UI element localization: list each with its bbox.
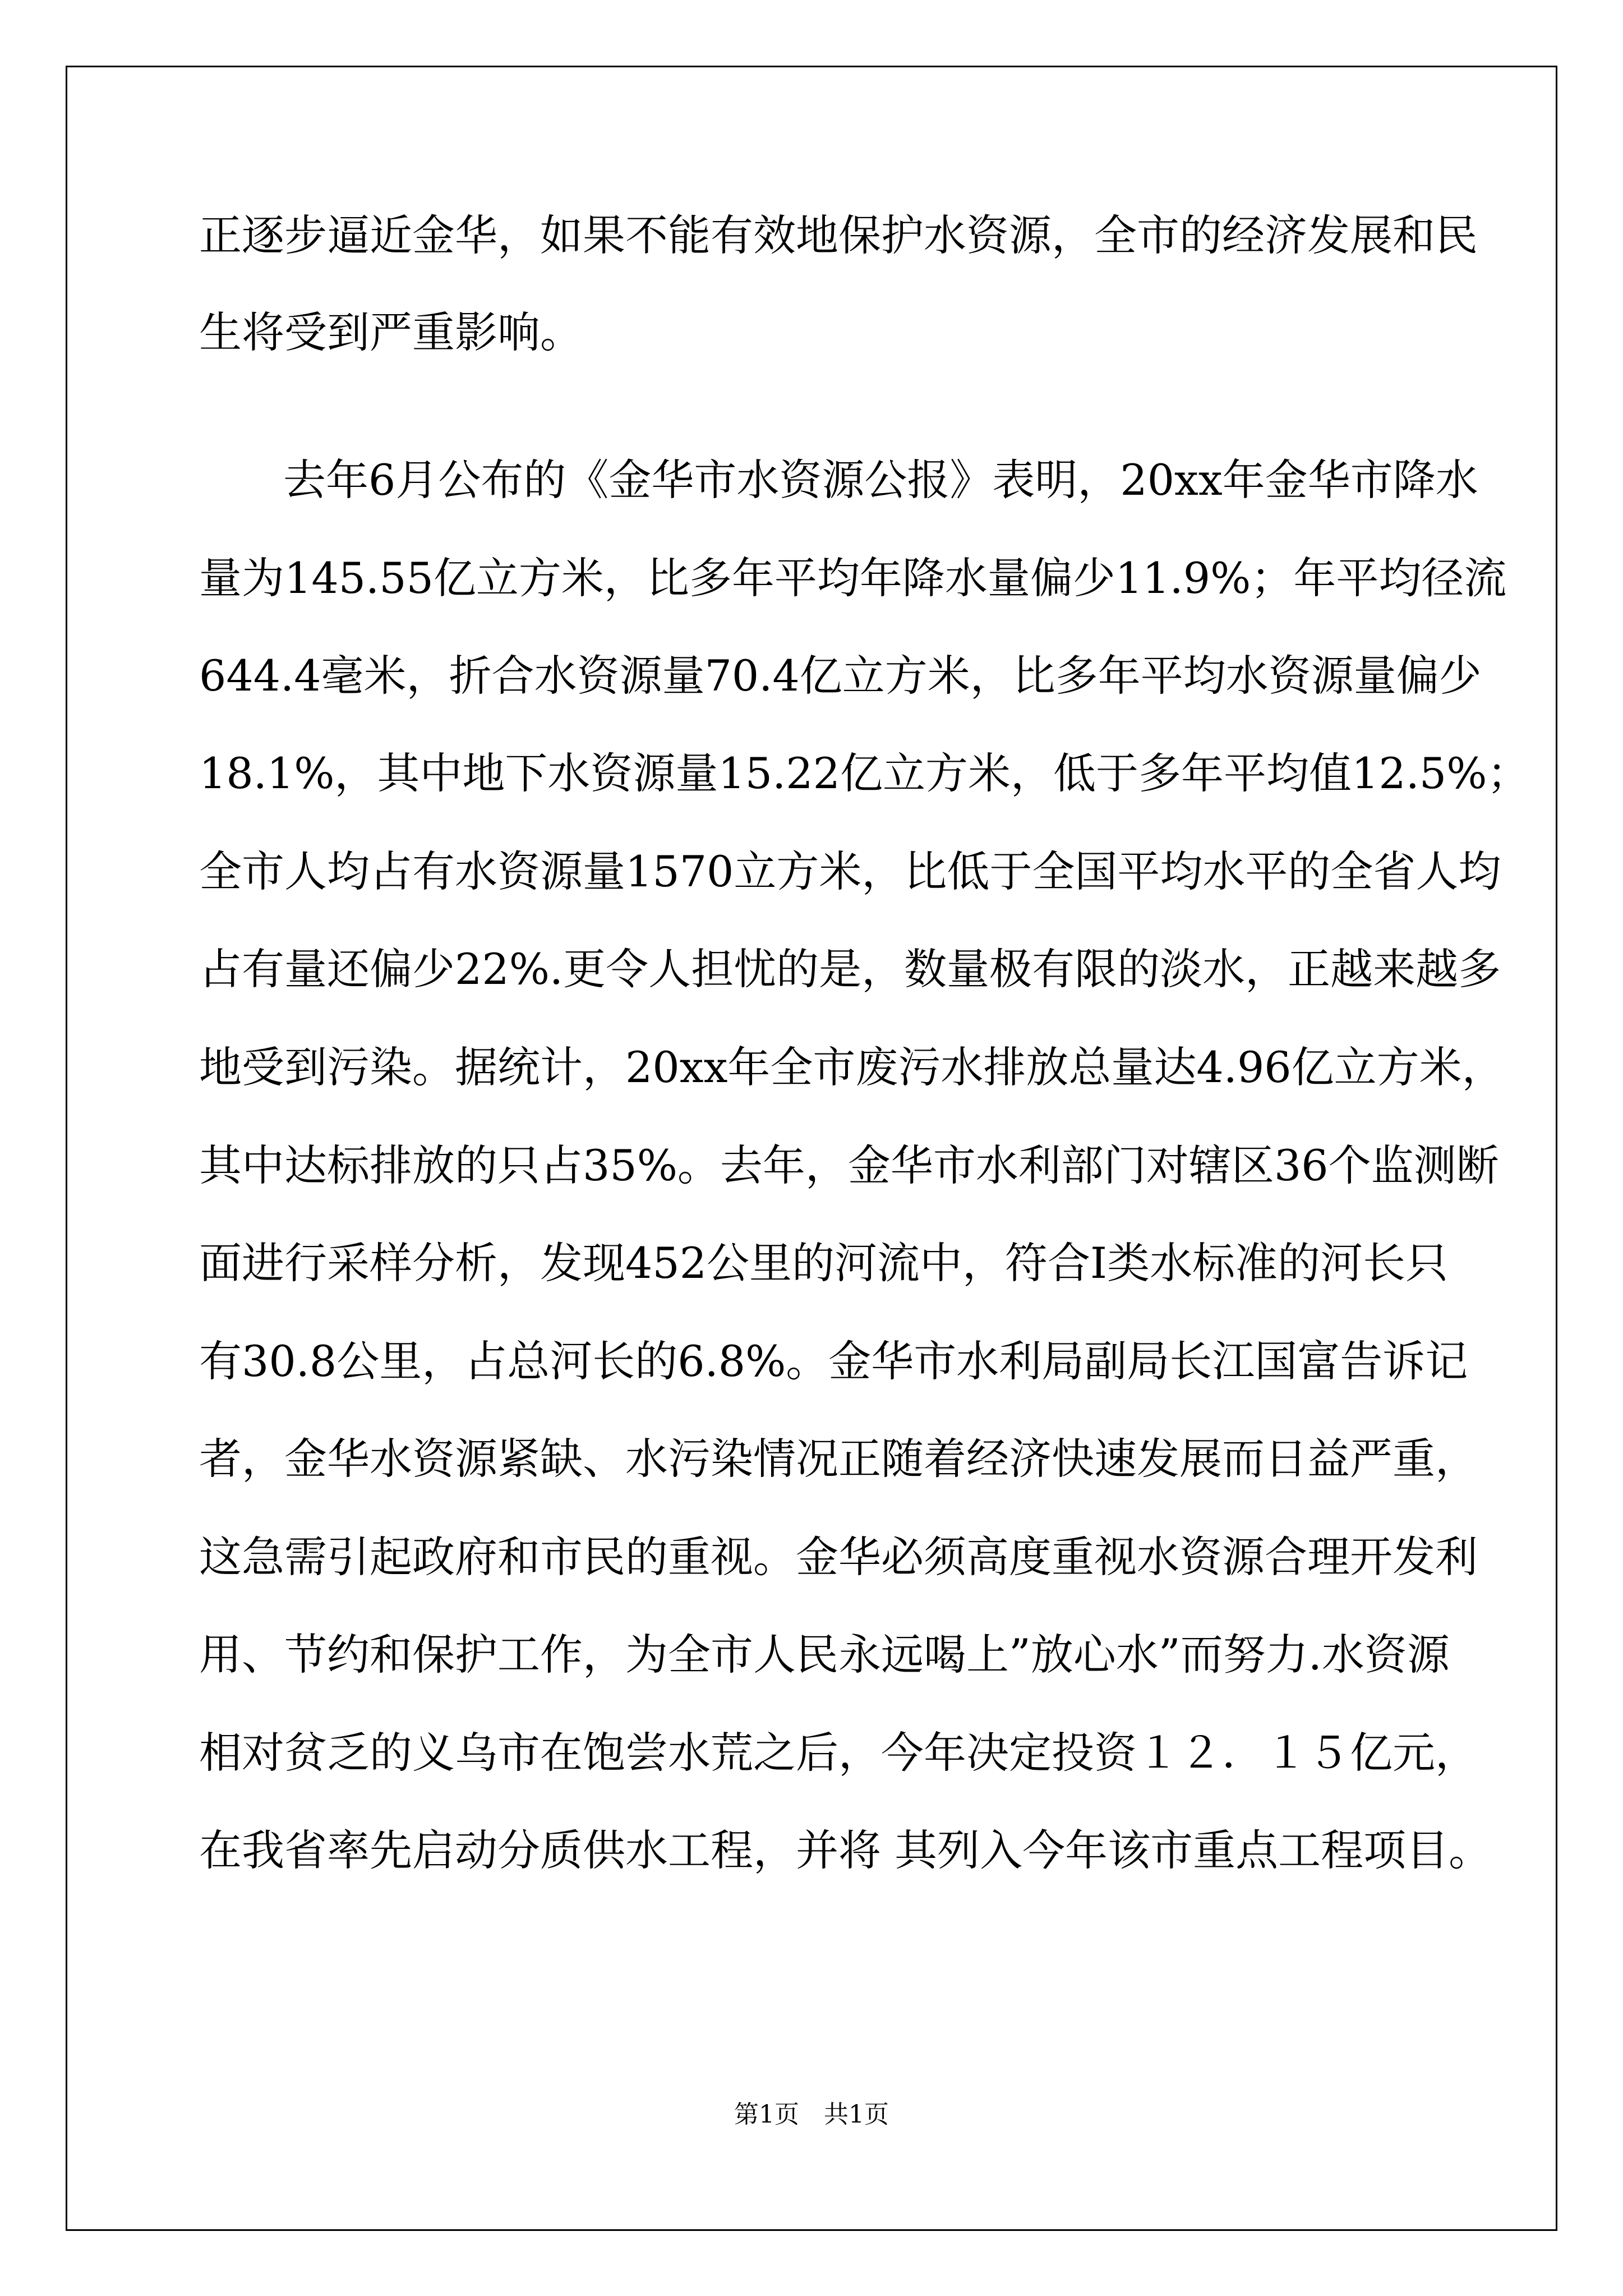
text-line: 相对贫乏的义乌市在饱尝水荒之后，今年决定投资１２．１５亿元， bbox=[199, 1728, 1478, 1778]
text-line: 有30.8公里，占总河长的6.8%。金华市水利局副局长江国富告诉记 bbox=[199, 1336, 1468, 1386]
text-line: 正逐步逼近金华，如果不能有效地保护水资源，全市的经济发展和民 bbox=[199, 210, 1478, 260]
text-line: 644.4毫米，折合水资源量70.4亿立方米，比多年平均水资源量偏少 bbox=[199, 651, 1482, 701]
text-line: 在我省率先启动分质供水工程，并将 其列入今年该市重点工程项目。 bbox=[199, 1825, 1492, 1875]
text-line: 全市人均占有水资源量1570立方米，比低于全国平均水平的全省人均 bbox=[199, 846, 1501, 896]
text-line: 其中达标排放的只占35%。去年，金华市水利部门对辖区36个监测断 bbox=[199, 1140, 1499, 1190]
text-line: 用、节约和保护工作，为全市人民永远喝上”放心水”而努力.水资源 bbox=[199, 1630, 1450, 1680]
text-line: 量为145.55亿立方米，比多年平均年降水量偏少11.9%；年平均径流 bbox=[199, 553, 1507, 603]
text-line: 者，金华水资源紧缺、水污染情况正随着经济快速发展而日益严重， bbox=[199, 1434, 1478, 1484]
text-line: 生将受到严重影响。 bbox=[199, 307, 583, 357]
paragraph-first-line: 去年6月公布的《金华市水资源公报》表明，20xx年金华市降水 bbox=[283, 455, 1478, 505]
text-line: 18.1%，其中地下水资源量15.22亿立方米，低于多年平均值12.5%； bbox=[199, 748, 1530, 798]
text-line: 占有量还偏少22%.更令人担忧的是，数量极有限的淡水，正越来越多 bbox=[199, 944, 1501, 994]
text-line: 地受到污染。据统计，20xx年全市废污水排放总量达4.96亿立方米， bbox=[199, 1042, 1505, 1092]
page-number: 第1页 共1页 bbox=[734, 2100, 889, 2129]
text-line: 这急需引起政府和市民的重视。金华必须高度重视水资源合理开发利 bbox=[199, 1532, 1478, 1582]
text-line: 面进行采样分析，发现452公里的河流中，符合Ⅰ类水标准的河长只 bbox=[199, 1238, 1449, 1288]
